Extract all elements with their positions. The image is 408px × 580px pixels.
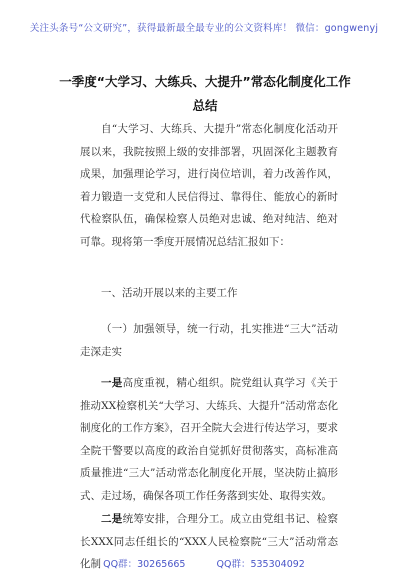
point-2-text: 统筹安排，合理分工。成立由党组书记、检察长XXX同志任组长的“XXX人民检察院“三大”活动常态化制 — [80, 513, 339, 571]
point-1-text: 高度重视，精心组织。院党组认真学习《关于推动XX检察机关“大学习、大练兵、大提升”活动常态化制度化的工作方案》，召开全院大会进行传达学习，要求全院干警要以高度的政治自觉抓好贯彻落实，高标准高质量推进“三大”活动常态化制度化开展，坚决防止搞形式、走过场，确保各项工作任务落到实处、取得实效。 — [80, 377, 339, 502]
point-1-paragraph — [80, 372, 338, 508]
point-2-lead: 二是 — [101, 513, 123, 525]
header-promo-note: 关注头条号“公文研究”，获得最新最全最专业的公文资料库！ 微信：gongwenyj — [29, 23, 379, 34]
intro-paragraph: 自“大学习、大练兵、大提升”常态化制度化活动开展以来，我院按照上级的安排部署，巩固深化主题教育成果，加强理论学习，进行岗位培训，着力改善作风，着力锻造一支党和人民信得过、靠得住、能放心的新时代检察队伍，确保检察人员绝对忠诚、绝对纯洁、绝对可靠。现将第一季度开展情况总结汇报如下： — [80, 123, 338, 248]
footer-qq-group-2: QQ群：535304092 — [216, 559, 305, 570]
section-heading-1: 一、活动开展以来的主要工作 — [101, 287, 238, 299]
document-title: 一季度“大学习、大练兵、大提升”常态化制度化工作总结 — [59, 74, 351, 113]
footer-qq-group-1: QQ群：30265665 — [103, 559, 186, 570]
point-1-lead: 一是 — [101, 377, 123, 389]
footer-qq-groups — [0, 556, 408, 570]
subsection-heading-1: （一）加强领导，统一行动，扎实推进“三大”活动走深走实 — [80, 323, 338, 358]
